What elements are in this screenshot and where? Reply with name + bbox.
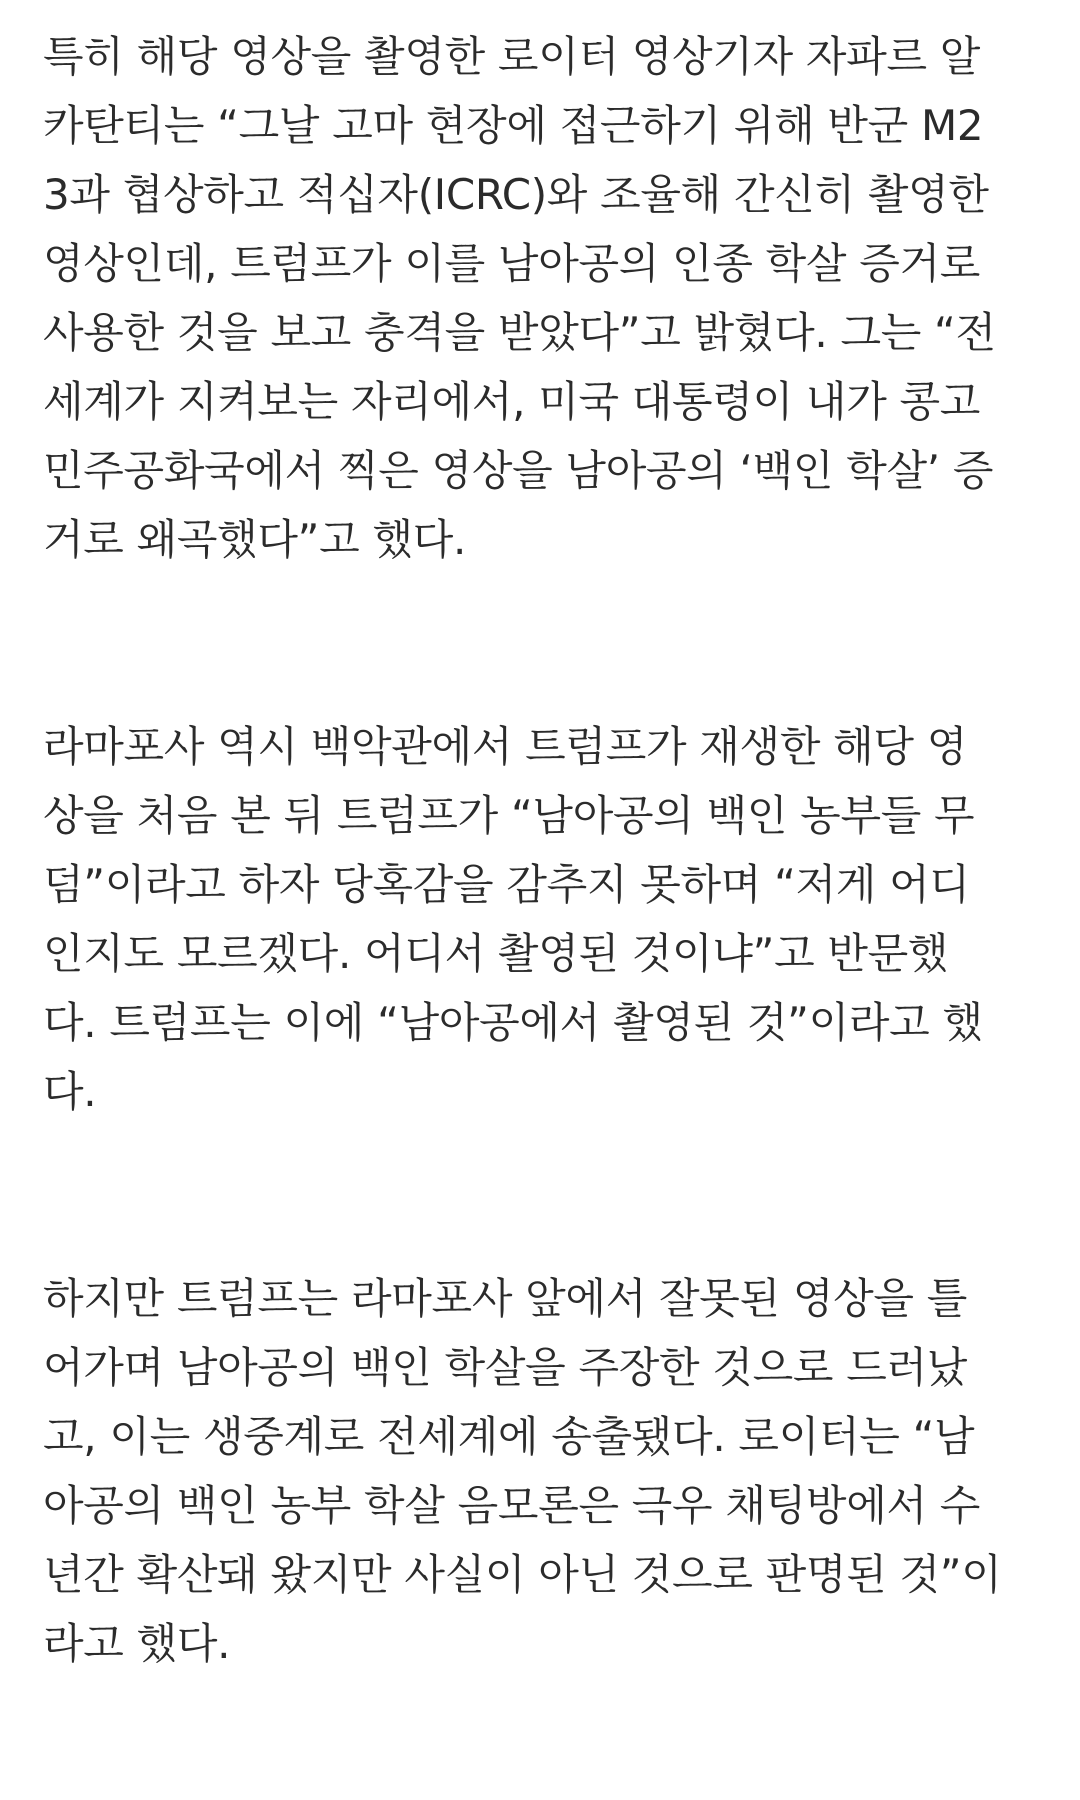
text-line: 다. — [43, 1067, 97, 1116]
text-line: 특히 해당 영상을 촬영한 로이터 영상기자 자파르 알 — [43, 32, 981, 81]
text-line: 인지도 모르겠다. 어디서 촬영된 것이냐”고 반문했 — [43, 929, 949, 978]
paragraph-spacer — [43, 1126, 1053, 1264]
text-line: 라고 했다. — [43, 1619, 231, 1668]
article-body — [43, 22, 1053, 1678]
text-line: 카탄티는 “그날 고마 현장에 접근하기 위해 반군 M2 — [43, 101, 984, 150]
text-line: 영상인데, 트럼프가 이를 남아공의 인종 학살 증거로 — [43, 239, 981, 288]
text-line: 세계가 지켜보는 자리에서, 미국 대통령이 내가 콩고 — [43, 377, 981, 426]
text-line: 라마포사 역시 백악관에서 트럼프가 재생한 해당 영 — [43, 722, 968, 771]
paragraph-2 — [43, 712, 1053, 1126]
text-line: 거로 왜곡했다”고 했다. — [43, 515, 467, 564]
text-line: 년간 확산돼 왔지만 사실이 아닌 것으로 판명된 것”이 — [43, 1550, 1002, 1599]
text-line: 아공의 백인 농부 학살 음모론은 극우 채팅방에서 수 — [43, 1481, 981, 1530]
text-line: 사용한 것을 보고 충격을 받았다”고 밝혔다. 그는 “전 — [43, 308, 996, 357]
paragraph-3 — [43, 1264, 1053, 1678]
text-line: 민주공화국에서 찍은 영상을 남아공의 ‘백인 학살’ 증 — [43, 446, 994, 495]
paragraph-spacer — [43, 574, 1053, 712]
text-line: 다. 트럼프는 이에 “남아공에서 촬영된 것”이라고 했 — [43, 998, 983, 1047]
text-line: 고, 이는 생중계로 전세계에 송출됐다. 로이터는 “남 — [43, 1412, 975, 1461]
paragraph-1 — [43, 22, 1053, 574]
text-line: 3과 협상하고 적십자(ICRC)와 조율해 간신히 촬영한 — [43, 170, 989, 219]
text-line: 상을 처음 본 뒤 트럼프가 “남아공의 백인 농부들 무 — [43, 791, 975, 840]
text-line: 덤”이라고 하자 당혹감을 감추지 못하며 “저게 어디 — [43, 860, 970, 909]
text-line: 하지만 트럼프는 라마포사 앞에서 잘못된 영상을 틀 — [43, 1274, 968, 1323]
text-line: 어가며 남아공의 백인 학살을 주장한 것으로 드러났 — [43, 1343, 968, 1392]
